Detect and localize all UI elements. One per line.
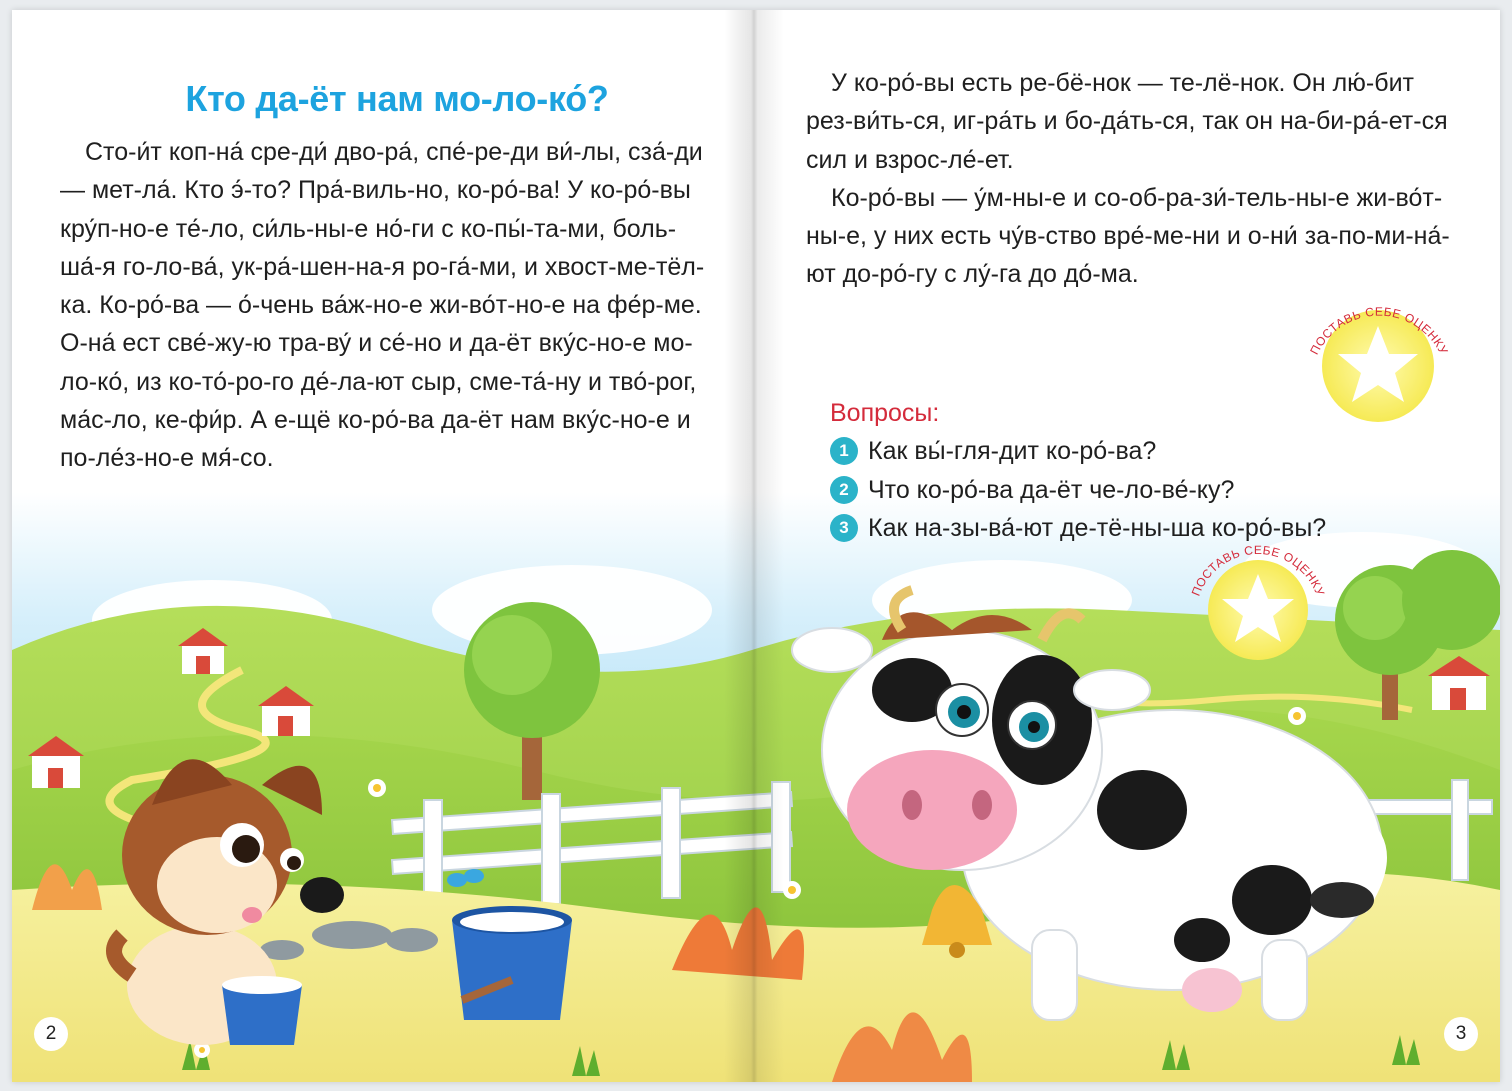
right-page-text: [806, 64, 1466, 294]
book-spread: [12, 10, 1500, 1082]
story-paragraph: Ко-ро́-вы — у́м-ны-е и со-об-ра-зи́-тель-ны-е жи-во́т-ны-е, у них есть чу́в-ство вре́-ме-ни и о-ни́ за-по-ми-на́-ют до-ро́-гу с лу́-га до до́-ма.: [806, 183, 1450, 289]
question-number-badge: 1: [830, 437, 858, 465]
question-text: Что ко-ро́-ва да-ёт че-ло-ве́-ку?: [868, 475, 1235, 504]
book-spine-shadow: [724, 10, 784, 1082]
question-number-badge: 2: [830, 476, 858, 504]
rating-badge-text: ПОСТАВЬ СЕБЕ ОЦЕНКУ: [1307, 304, 1451, 357]
svg-text:ПОСТАВЬ СЕБЕ ОЦЕНКУ: [1307, 305, 1451, 357]
rating-badge-text: ПОСТАВЬ СЕБЕ ОЦЕНКУ: [1188, 542, 1328, 598]
story-paragraph: Сто-и́т коп-на́ сре-ди́ дво-ра́, спе́-ре-ди ви́-лы, сза́-ди — мет-ла́. Кто э́-то? Пра́-виль-но, ко-ро́-ва! У ко-ро́-вы кру́п-но-е те́-ло, си́ль-ны-е но́-ги с ко-пы́-та-ми, боль-ша́-я го-ло-ва́, ук-ра́-шен-на-я ро-га́-ми, и хвост-ме-тёл-ка. Ко-ро́-ва — о́-чень ва́ж-но-е жи-во́т-но-е на фе́р-ме. О-на́ ест све́-жу-ю тра-ву́ и се́-но и да-ёт вку́с-но-е мо-ло-ко́, из ко-то́-ро-го де́-ла-ют сыр, сме-та́-ну и тво́-рог, ма́с-ло, ке-фи́р. А е-щё ко-ро́-ва да-ёт нам вку́с-но-е и по-ле́з-но-е мя́-со.: [60, 138, 705, 473]
question-text: Как на-зы-ва́-ют де-тё-ны-ша ко-ро́-вы?: [868, 514, 1327, 542]
question-text: Как вы́-гля-дит ко-ро́-ва?: [868, 437, 1157, 465]
page-number-right: 3: [1444, 1017, 1478, 1051]
questions-block: [830, 394, 1470, 548]
left-page-text: [60, 133, 710, 478]
page-number-left: 2: [34, 1017, 68, 1051]
question-number-badge: 3: [830, 514, 858, 542]
svg-text:ПОСТАВЬ СЕБЕ ОЦЕНКУ: [1189, 543, 1328, 598]
question-item: [830, 509, 1470, 548]
question-item: [830, 471, 1470, 510]
story-paragraph: У ко-ро́-вы есть ре-бё-нок — те-лё-нок. Он лю́-бит рез-ви́ть-ся, иг-ра́ть и бо-да́ть-ся, так он на-би-ра́-ет-ся сил и взрос-ле́-ет.: [806, 69, 1448, 174]
question-item: [830, 432, 1470, 471]
questions-title: Вопросы:: [830, 399, 940, 427]
page-title: Кто да-ёт нам мо-ло-ко́?: [185, 78, 609, 119]
